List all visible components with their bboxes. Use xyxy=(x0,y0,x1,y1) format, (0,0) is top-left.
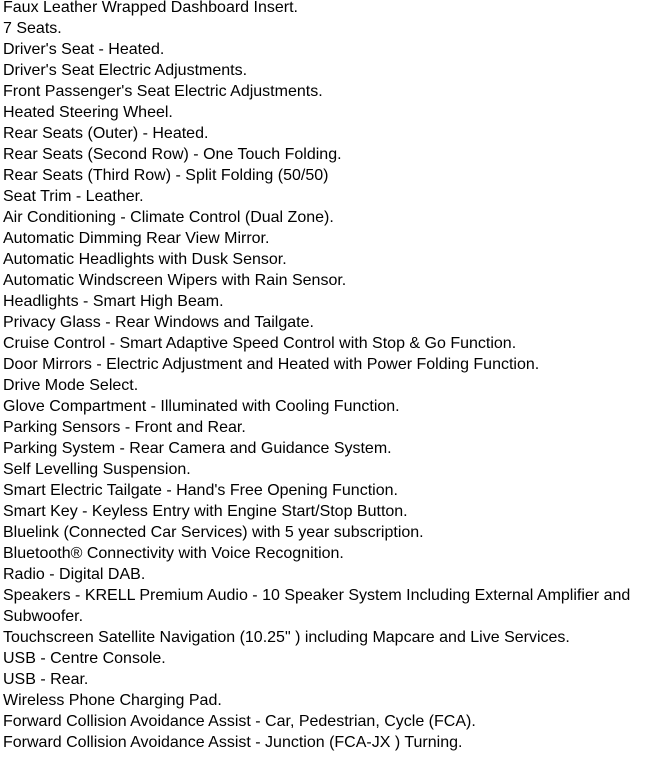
feature-item: Speakers - KRELL Premium Audio - 10 Speaker System Including External Amplifier and Subwoofer. xyxy=(3,587,631,625)
feature-item: Forward Collision Avoidance Assist - Junction (FCA-JX ) Turning. xyxy=(3,734,463,751)
feature-list xyxy=(3,0,653,753)
feature-item: Parking Sensors - Front and Rear. xyxy=(3,419,246,436)
feature-item: Touchscreen Satellite Navigation (10.25" ) including Mapcare and Live Services. xyxy=(3,629,570,646)
feature-item: Air Conditioning - Climate Control (Dual Zone). xyxy=(3,209,334,226)
feature-item: Glove Compartment - Illuminated with Cooling Function. xyxy=(3,398,400,415)
feature-item: USB - Centre Console. xyxy=(3,650,166,667)
feature-item: Bluelink (Connected Car Services) with 5 year subscription. xyxy=(3,524,424,541)
feature-item: Headlights - Smart High Beam. xyxy=(3,293,224,310)
feature-item: Door Mirrors - Electric Adjustment and Heated with Power Folding Function. xyxy=(3,356,540,373)
feature-item: Bluetooth® Connectivity with Voice Recognition. xyxy=(3,545,344,562)
feature-item: Driver's Seat Electric Adjustments. xyxy=(3,62,248,79)
feature-item: Automatic Dimming Rear View Mirror. xyxy=(3,230,270,247)
feature-item: Driver's Seat - Heated. xyxy=(3,41,165,58)
feature-item: Forward Collision Avoidance Assist - Car, Pedestrian, Cycle (FCA). xyxy=(3,713,476,730)
feature-item: Self Levelling Suspension. xyxy=(3,461,191,478)
feature-item: Front Passenger's Seat Electric Adjustments. xyxy=(3,83,323,100)
feature-item: Wireless Phone Charging Pad. xyxy=(3,692,222,709)
feature-item: Heated Steering Wheel. xyxy=(3,104,173,121)
feature-item: Automatic Windscreen Wipers with Rain Sensor. xyxy=(3,272,347,289)
feature-item: Rear Seats (Outer) - Heated. xyxy=(3,125,209,142)
feature-item: Smart Electric Tailgate - Hand's Free Opening Function. xyxy=(3,482,398,499)
feature-item: Privacy Glass - Rear Windows and Tailgate. xyxy=(3,314,314,331)
feature-item: Drive Mode Select. xyxy=(3,377,139,394)
feature-item: Cruise Control - Smart Adaptive Speed Control with Stop & Go Function. xyxy=(3,335,517,352)
feature-item: Seat Trim - Leather. xyxy=(3,188,144,205)
feature-item: Parking System - Rear Camera and Guidance System. xyxy=(3,440,392,457)
feature-item: USB - Rear. xyxy=(3,671,89,688)
feature-item: Automatic Headlights with Dusk Sensor. xyxy=(3,251,287,268)
feature-item: Rear Seats (Second Row) - One Touch Folding. xyxy=(3,146,342,163)
feature-item: Rear Seats (Third Row) - Split Folding (50/50) xyxy=(3,167,329,184)
feature-item: Radio - Digital DAB. xyxy=(3,566,146,583)
feature-item: 7 Seats. xyxy=(3,20,62,37)
feature-item: Faux Leather Wrapped Dashboard Insert. xyxy=(3,0,298,16)
feature-item: Smart Key - Keyless Entry with Engine Start/Stop Button. xyxy=(3,503,408,520)
